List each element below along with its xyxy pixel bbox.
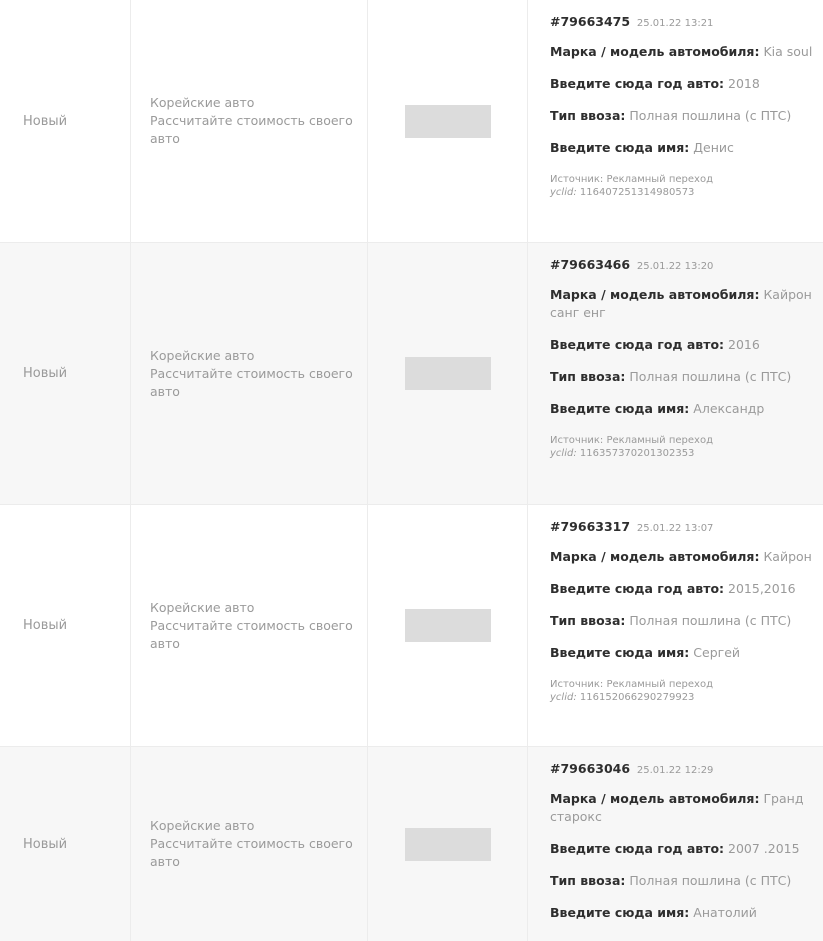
contact-cell [368,505,528,746]
field-label: Введите сюда год авто: [550,337,725,352]
source-label: Источник: Рекламный переход [550,435,713,446]
field-name [550,644,813,662]
status-label: Новый [23,113,68,129]
field-value: Kia soul [763,44,813,59]
field-label: Введите сюда имя: [550,905,690,920]
yclid-value: 116357370201302353 [579,448,695,459]
lead-source [550,678,813,716]
yclid-label: yclid: [550,692,577,703]
lead-id[interactable]: #79663317 [550,519,631,534]
hidden-contact-placeholder [405,357,491,390]
table-row[interactable] [0,747,823,941]
field-label: Введите сюда имя: [550,401,690,416]
field-label: Тип ввоза: [550,873,626,888]
form-title: Рассчитайте стоимость своего авто [150,113,353,146]
yclid-label: yclid: [550,448,577,459]
status-label: Новый [23,836,68,852]
field-car-model [550,548,813,566]
lead-header [550,519,813,534]
field-value: 2015,2016 [728,581,796,596]
details-cell [528,505,823,746]
field-label: Введите сюда год авто: [550,841,725,856]
field-label: Введите сюда год авто: [550,581,725,596]
form-category: Корейские авто [150,818,255,833]
field-value: Гранд старокс [550,791,804,824]
field-value: Полная пошлина (с ПТС) [629,369,792,384]
field-label: Тип ввоза: [550,613,626,628]
field-import-type [550,612,813,630]
field-label: Введите сюда год авто: [550,76,725,91]
field-value: Денис [693,140,734,155]
lead-source [550,173,813,211]
lead-id[interactable]: #79663475 [550,14,631,29]
form-cell [131,747,368,941]
lead-date: 25.01.22 13:07 [636,523,714,534]
details-cell [528,0,823,242]
field-value: 2018 [728,76,760,91]
details-cell [528,243,823,504]
hidden-contact-placeholder [405,105,491,138]
hidden-contact-placeholder [405,828,491,861]
field-car-model [550,286,813,322]
lead-header [550,761,813,776]
field-car-model [550,43,813,61]
field-car-year [550,580,813,598]
yclid-value: 116407251314980573 [579,187,695,198]
field-car-year [550,75,813,93]
field-name [550,904,813,922]
field-import-type [550,368,813,386]
status-cell [0,0,131,242]
field-value: Александр [693,401,765,416]
form-category: Корейские авто [150,347,255,363]
status-label: Новый [23,366,68,381]
field-value: Анатолий [693,905,757,920]
field-label: Тип ввоза: [550,369,626,384]
field-name [550,139,813,157]
status-cell [0,243,131,504]
field-value: Кайрон санг енг [550,287,812,320]
lead-id[interactable]: #79663046 [550,761,631,776]
lead-source [550,434,813,472]
field-import-type [550,872,813,890]
hidden-contact-placeholder [405,609,491,642]
table-row[interactable] [0,0,823,243]
contact-cell [368,747,528,941]
lead-header [550,14,813,29]
lead-header [550,257,813,272]
field-value: 2016 [728,337,760,352]
form-cell [131,243,368,504]
form-category: Корейские авто [150,95,255,110]
table-row[interactable] [0,505,823,747]
field-car-model [550,790,813,826]
field-import-type [550,107,813,125]
form-cell [131,505,368,746]
field-value: Кайрон [763,549,812,564]
field-car-year [550,840,813,858]
source-label: Источник: Рекламный переход [550,679,713,690]
details-cell [528,747,823,941]
form-title: Рассчитайте стоимость своего авто [150,365,353,399]
field-value: 2007 .2015 [728,841,800,856]
status-cell [0,505,131,746]
contact-cell [368,243,528,504]
field-name [550,400,813,418]
form-title: Рассчитайте стоимость своего авто [150,617,353,651]
lead-date: 25.01.22 13:21 [636,18,714,29]
form-title: Рассчитайте стоимость своего авто [150,836,353,869]
contact-cell [368,0,528,242]
lead-id[interactable]: #79663466 [550,257,631,272]
field-label: Марка / модель автомобиля: [550,549,760,564]
lead-date: 25.01.22 13:20 [636,261,714,272]
field-label: Тип ввоза: [550,108,626,123]
field-label: Марка / модель автомобиля: [550,287,760,302]
field-value: Полная пошлина (с ПТС) [629,613,792,628]
yclid-label: yclid: [550,187,577,198]
status-label: Новый [23,618,68,633]
field-car-year [550,336,813,354]
field-label: Введите сюда имя: [550,140,690,155]
field-value: Полная пошлина (с ПТС) [629,108,792,123]
lead-date: 25.01.22 12:29 [636,765,714,776]
form-category: Корейские авто [150,599,255,615]
field-value: Полная пошлина (с ПТС) [629,873,792,888]
source-label: Источник: Рекламный переход [550,174,713,185]
yclid-value: 116152066290279923 [579,692,695,703]
form-cell [131,0,368,242]
field-label: Введите сюда имя: [550,645,690,660]
field-value: Сергей [693,645,741,660]
table-row[interactable] [0,243,823,505]
field-label: Марка / модель автомобиля: [550,791,760,806]
status-cell [0,747,131,941]
field-label: Марка / модель автомобиля: [550,44,760,59]
